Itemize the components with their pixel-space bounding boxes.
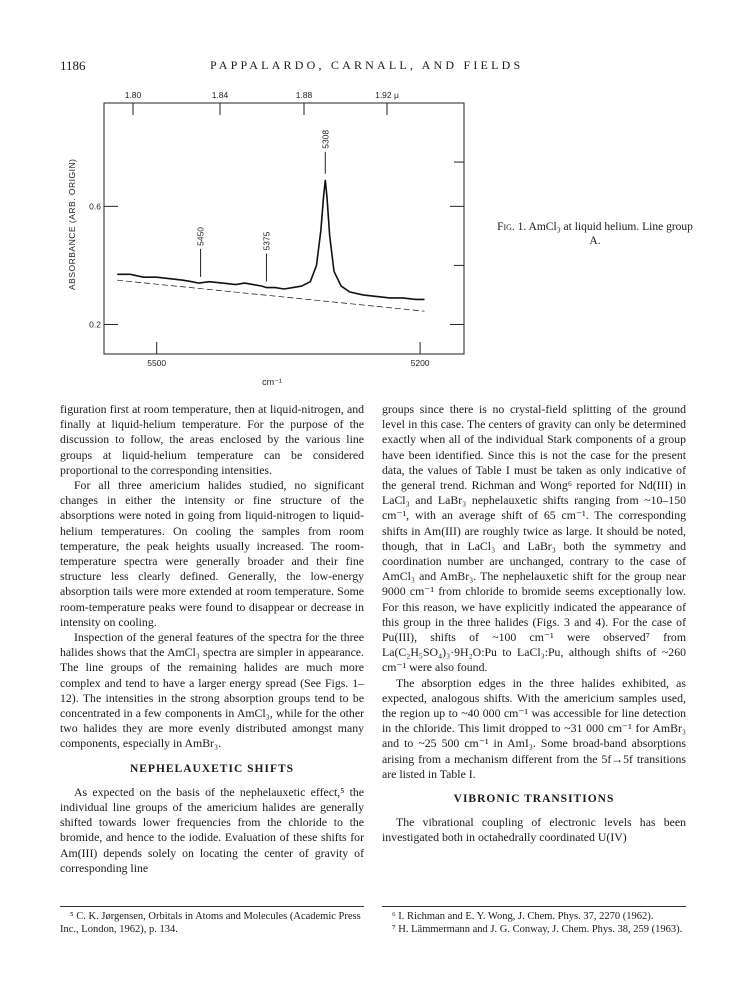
y-axis-tick-label: 0.2 <box>89 319 101 330</box>
plot-frame <box>104 103 464 354</box>
y-axis-tick-label: 0.6 <box>89 201 101 212</box>
x-axis-tick-label: 5200 <box>410 358 430 368</box>
paragraph: figuration first at room temperature, then at liquid-nitrogen, and finally at liquid-helium temperature. For the purpose of the discussion to follow, the areas enclosed by the various line groups at liquid-helium temperature can be considered proportional to the corresponding intensities. <box>60 402 364 477</box>
running-head: PAPPALARDO, CARNALL, AND FIELDS <box>210 58 524 72</box>
top-axis-tick-label: 1.80 <box>124 90 142 100</box>
right-column <box>382 402 686 846</box>
footnotes-left <box>60 906 364 936</box>
y-axis-label: ABSORBANCE (ARB. ORIGIN) <box>67 158 77 290</box>
top-axis-tick-label: 1.84 <box>211 90 229 100</box>
section-heading-vibronic: VIBRONIC TRANSITIONS <box>453 793 615 806</box>
figure-caption-label: Fig. 1. <box>497 221 527 233</box>
x-axis-label: cm⁻¹ <box>262 377 282 387</box>
peak-label: 5375 <box>261 231 272 251</box>
figure-caption-text: AmCl₃ at liquid helium. Line group A. <box>528 221 693 247</box>
top-axis-tick-label: 1.88 <box>295 90 313 100</box>
paragraph: The vibrational coupling of electronic levels has been investigated both in octahedrally coordinated U(IV) <box>382 815 686 845</box>
paragraph: Inspection of the general features of the spectra for the three halides shows that the AmCl₃ spectra are simpler in appearance. The line groups of the remaining halides are much more complex and tend to have a larger energy spread (See Figs. 1–12). The intensities in the strong absorption groups tend to be concentrated in a few components in AmCl₃, while for the other two halides they are more evenly distributed amongst many components, especially in AmBr₃. <box>60 630 364 751</box>
page-number: 1186 <box>60 58 86 73</box>
paragraph: As expected on the basis of the nephelauxetic effect,⁵ the individual line groups of the americium halides are generally shifted towards lower frequencies from the chloride to the bromide, and hence to the iodide. Evaluation of these shifts for Am(III) depends solely on locating the center of gravity of corresponding line <box>60 784 364 875</box>
left-column <box>60 402 364 876</box>
peak-label: 5450 <box>195 226 206 246</box>
paragraph: The absorption edges in the three halides exhibited, as expected, analogous shifts. With the americium samples used, the region up to ~40 000 cm⁻¹ was accessible for line detection in the chloride. This limit dropped to ~31 000 cm⁻¹ for AmBr₃ and to ~25 500 cm⁻¹ in AmI₃. Some broad-band absorptions arising from a mechanism different from the 5f→5f transitions are listed in Table I. <box>382 675 686 781</box>
peak-annotations <box>196 130 331 282</box>
y-axis-ticks <box>89 162 464 329</box>
footnote: ⁶ I. Richman and E. Y. Wong, J. Chem. Phys. 37, 2270 (1962). <box>392 911 654 922</box>
peak-label: 5308 <box>320 129 331 149</box>
section-heading-nephelauxetic: NEPHELAUXETIC SHIFTS <box>129 762 295 775</box>
footnote: ⁷ H. Lämmermann and J. G. Conway, J. Chem. Phys. 38, 259 (1963). <box>392 923 683 935</box>
top-axis-tick-label: 1.92 μ <box>375 90 399 100</box>
figure-caption <box>495 220 695 248</box>
paragraph: groups since there is no crystal-field splitting of the ground level in this case. The centers of gravity can only be determined exactly when all of the individual Stark components of a group have been identified. Since this is not the case for the present data, the values of Table I must be taken as only indicative of the general trend. Richman and Wong⁶ reported for Nd(III) in LaCl₃ and LaBr₃ nephelauxetic shifts ranging from ~10–150 cm⁻¹, with an average shift of 65 cm⁻¹. The corresponding shifts in Am(III) are roughly twice as large. It should be noted, though, that in LaCl₃ and LaBr₃ both the symmetry and coordination number are unchanged, contrary to the case of AmCl₃ and AmBr₃. The nephelauxetic shift for the group near 9000 cm⁻¹ from chloride to bromide seems exceptionally low. For this reason, we have explicitly indicated the appearance of this group in the three halides (Figs. 3 and 4). For the case of Pu(III), shifts of ~100 cm⁻¹ were observed⁷ from La(C₂H₅SO₄)₃·9H₂O:Pu to LaCl₃:Pu, although shifts of ~260 cm⁻¹ were also found. <box>382 402 686 675</box>
absorption-spectrum-figure <box>60 80 480 400</box>
bottom-axis-ticks <box>147 342 430 368</box>
x-axis-tick-label: 5500 <box>147 358 167 368</box>
footnotes-right <box>382 906 686 936</box>
paragraph: For all three americium halides studied, no significant changes in either the intensity or fine structure of the absorptions were noted in going from liquid-nitrogen to liquid-helium temperatures. On cooling the samples from room temperature, the peak heights usually increased. The room-temperature spectra were generally broader and their fine structure less clearly defined. Generally, the low-energy absorption tails were more extended at room temperature. Some room-temperature peaks were found to disappear or decrease in intensity on cooling. <box>60 478 364 629</box>
baseline-line <box>117 280 424 311</box>
footnote: ⁵ C. K. Jørgensen, Orbitals in Atoms and Molecules (Academic Press Inc., London, 1962), p. 134. <box>60 911 361 935</box>
